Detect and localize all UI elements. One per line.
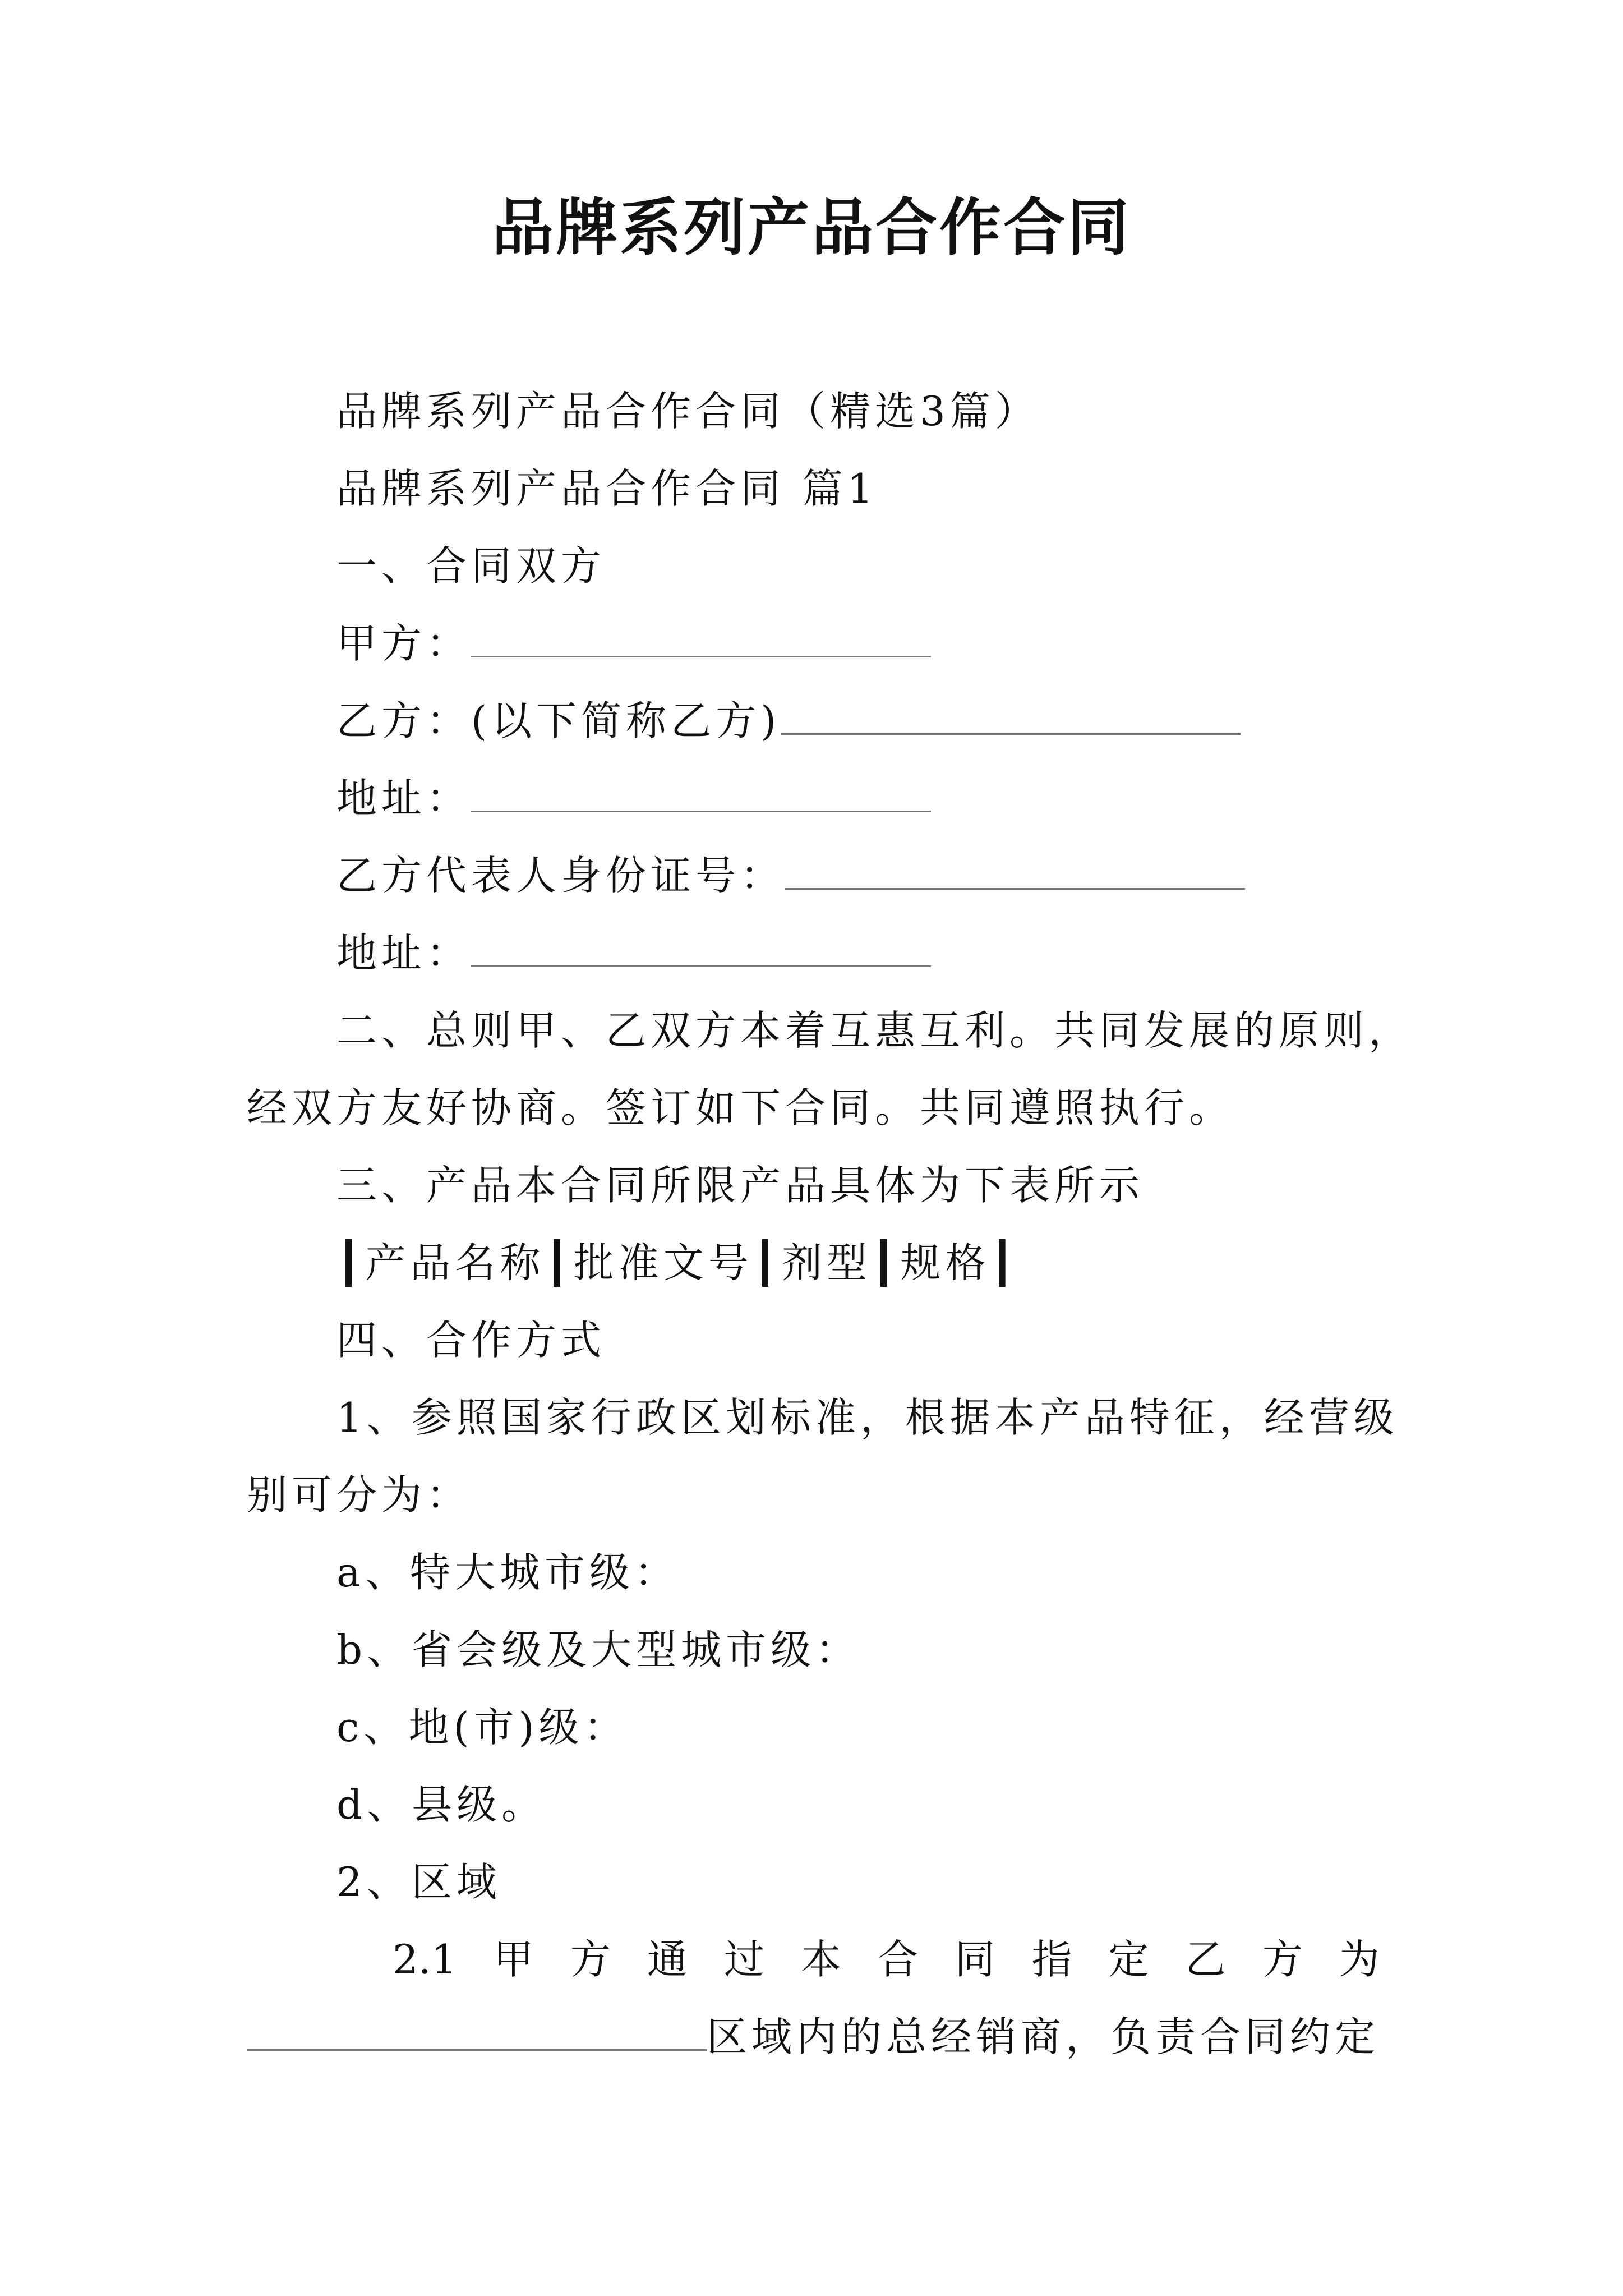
clause-2-1-text: 区域内的总经销商，负责合同约定 bbox=[707, 2013, 1380, 2060]
party-b-blank bbox=[781, 698, 1241, 735]
general-principles-line-1: 二、总则甲、乙双方本着互惠互利。共同发展的原则， bbox=[336, 1007, 1414, 1054]
id-number-label: 乙方代表人身份证号： bbox=[336, 852, 786, 899]
clause-part: 甲 bbox=[493, 1936, 534, 1983]
clause-part: 乙 bbox=[1185, 1936, 1226, 1983]
clause-part: 合 bbox=[878, 1936, 919, 1983]
clause-2-1-line-2 bbox=[247, 2013, 1380, 2061]
clause-part: 2.1 bbox=[393, 1936, 457, 1983]
product-table-header: ┃产品名称┃批准文号┃剂型┃规格┃ bbox=[336, 1239, 1019, 1286]
clause-heading-cooperation: 四、合作方式 bbox=[336, 1317, 606, 1364]
address-label-2: 地址： bbox=[336, 930, 472, 977]
level-b: b、省会级及大型城市级： bbox=[336, 1626, 861, 1673]
address-blank-1 bbox=[471, 776, 931, 812]
general-principles-line-2: 经双方友好协商。签订如下合同。共同遵照执行。 bbox=[247, 1084, 1234, 1131]
party-a-line bbox=[336, 619, 931, 668]
level-a: a、特大城市级： bbox=[336, 1549, 679, 1596]
id-number-line bbox=[336, 852, 1245, 900]
clause-part: 指 bbox=[1031, 1936, 1072, 1983]
clause-part: 同 bbox=[955, 1936, 995, 1983]
party-b-label: 乙方：(以下简称乙方) bbox=[336, 697, 781, 744]
item-2-heading: 2、区域 bbox=[336, 1858, 501, 1906]
clause-2-1-line-1 bbox=[393, 1935, 1380, 1984]
clause-part: 方 bbox=[1262, 1936, 1303, 1983]
subtitle-line: 品牌系列产品合作合同（精选3篇） bbox=[336, 388, 1040, 435]
level-d: d、县级。 bbox=[336, 1781, 547, 1828]
party-a-blank bbox=[471, 621, 931, 657]
region-blank bbox=[247, 2014, 707, 2051]
clause-heading-products: 三、产品本合同所限产品具体为下表所示 bbox=[336, 1162, 1145, 1209]
clause-part: 方 bbox=[570, 1936, 611, 1983]
document-title: 品牌系列产品合作合同 bbox=[492, 191, 1131, 264]
clause-heading-parties: 一、合同双方 bbox=[336, 542, 606, 590]
clause-part: 本 bbox=[801, 1936, 842, 1983]
section-heading-line: 品牌系列产品合作合同 篇1 bbox=[336, 465, 878, 512]
clause-part: 过 bbox=[723, 1936, 764, 1983]
party-a-label: 甲方： bbox=[336, 620, 472, 667]
address-label-1: 地址： bbox=[336, 775, 472, 822]
clause-part: 定 bbox=[1108, 1936, 1149, 1983]
clause-part: 通 bbox=[647, 1936, 688, 1983]
id-number-blank bbox=[785, 853, 1245, 890]
address-line-2 bbox=[336, 929, 931, 977]
item-1-line-1: 1、参照国家行政区划标准，根据本产品特征，经营级 bbox=[336, 1394, 1399, 1441]
clause-part: 为 bbox=[1339, 1936, 1380, 1983]
address-line-1 bbox=[336, 774, 931, 822]
address-blank-2 bbox=[471, 931, 931, 967]
party-b-line bbox=[336, 697, 1241, 745]
level-c: c、地(市)级： bbox=[336, 1704, 629, 1751]
item-1-line-2: 别可分为： bbox=[247, 1471, 472, 1519]
